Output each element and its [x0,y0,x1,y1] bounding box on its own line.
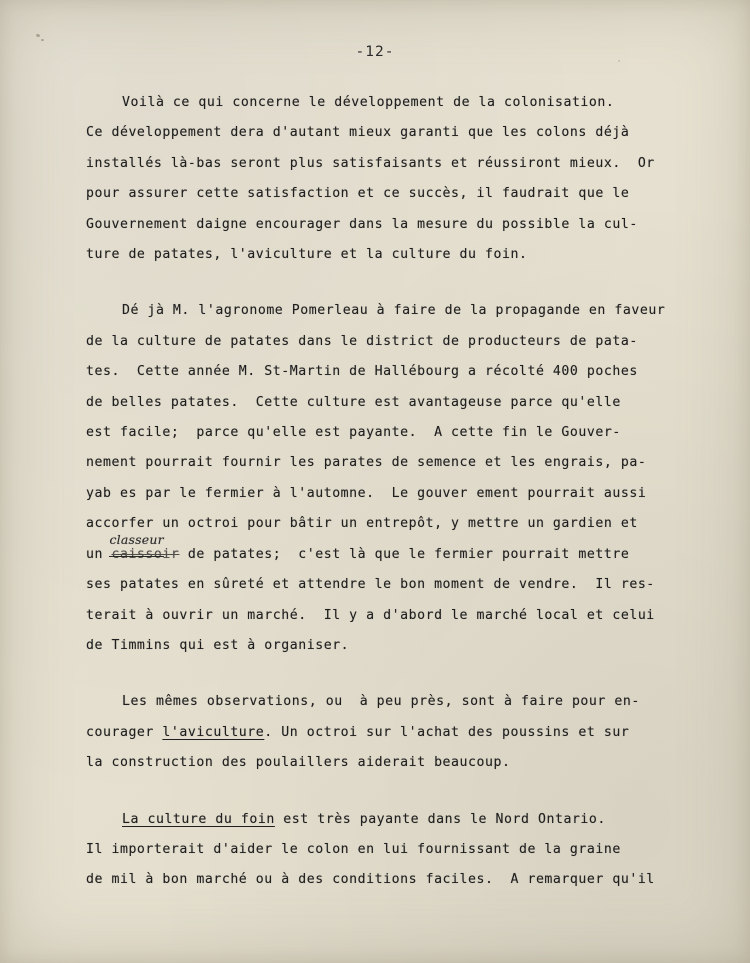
paragraph-1-line-2: Ce développement dera d'autant mieux garanti que les colons déjà [86,125,630,141]
paragraph-2-line-6: nement pourrait fournir les parates de semence et les engrais, pa- [86,455,647,471]
paragraph-2-line-8: accorfer un octroi pour bâtir un entrepôt, y mettre un gardien et [86,516,638,532]
paragraph-2-line-4: de belles patates. Cette culture est avantageuse parce qu'elle [86,394,621,410]
paragraph-3 [86,687,698,778]
paragraph-3-line-2-prefix: courager [86,724,163,740]
paper-speck [36,33,41,37]
paragraph-4-line-3: de mil à bon marché ou à des conditions faciles. A remarquer qu'il [86,872,655,888]
document-body [86,88,698,896]
paragraph-2-line-5: est facile; parce qu'elle est payante. A cette fin le Gouver- [86,425,621,441]
paragraph-3-line-2-suffix: . Un octroi sur l'achat des poussins et sur [264,724,630,740]
paper-speck [41,39,44,41]
paragraph-1-line-3: installés là-bas seront plus satisfaisants et réussiront mieux. Or [86,155,655,171]
paragraph-1 [86,88,698,270]
underlined-term-foin: La culture du foin [122,811,275,827]
paper-speck [618,60,620,62]
paragraph-2-line-1: Dé jà M. l'agronome Pomerleau à faire de la propagande en faveur [122,303,666,319]
paragraph-4 [86,805,698,896]
paragraph-2 [86,296,698,661]
paragraph-4-line-2: Il importerait d'aider le colon en lui fournissant de la graine [86,841,621,857]
paragraph-1-line-4: pour assurer cette satisfaction et ce succès, il faudrait que le [86,186,630,202]
paragraph-2-line-10: ses patates en sûreté et attendre le bon moment de vendre. Il res- [86,577,655,593]
underlined-term-aviculture: l'aviculture [162,724,265,740]
struck-out-word: caissoir [111,546,180,562]
paragraph-2-correction-prefix: un [86,546,112,562]
page-number: -12- [355,44,395,60]
handwritten-correction: classeur [109,525,163,557]
paragraph-1-line-1: Voilà ce qui concerne le développement de la colonisation. [122,95,615,110]
paragraph-2-line-2: de la culture de patates dans le district de producteurs de pata- [86,333,638,349]
paragraph-2-line-7: yab es par le fermier à l'automne. Le gouver ement pourrait aussi [86,485,647,501]
paragraph-1-line-5: Gouvernement daigne encourager dans la mesure du possible la cul- [86,216,638,232]
paragraph-3-line-3: la construction des poulaillers aiderait beaucoup. [86,755,511,771]
paragraph-2-line-11: terait à ouvrir un marché. Il y a d'abord le marché local et celui [86,607,655,623]
paragraph-2-correction-suffix: de patates; c'est là que le fermier pourrait mettre [179,546,630,562]
paragraph-2-line-3: tes. Cette année M. St-Martin de Hallébourg a récolté 400 poches [86,364,638,380]
paragraph-2-line-12: de Timmins qui est à organiser. [86,637,350,653]
paragraph-4-line-1-suffix: est très payante dans le Nord Ontario. [274,811,606,827]
paragraph-3-line-1: Les mêmes observations, ou à peu près, sont à faire pour en- [122,694,640,710]
paragraph-1-line-6: ture de patates, l'aviculture et la culture du foin. [86,247,528,263]
typo-correction [109,531,180,570]
